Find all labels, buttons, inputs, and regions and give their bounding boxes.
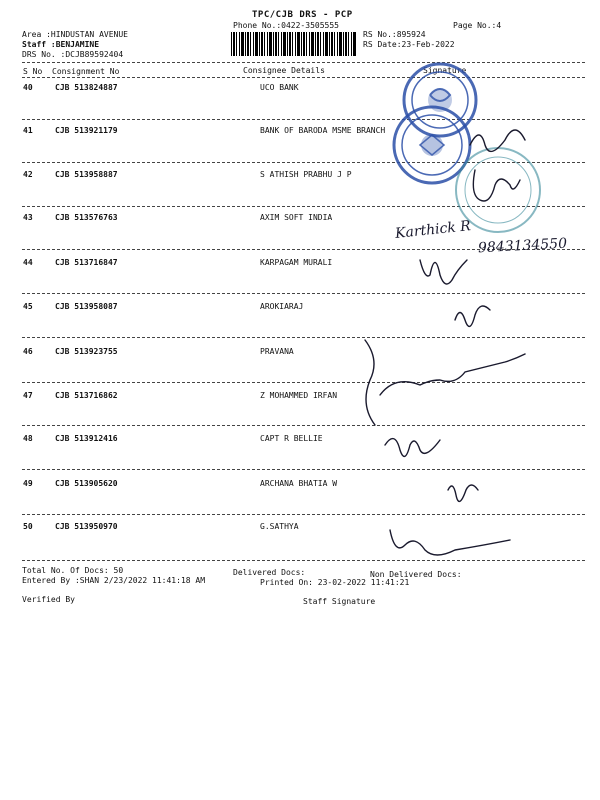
row-consignment: CJB 513950970	[55, 522, 118, 531]
rs-date: RS Date:23-Feb-2022	[363, 40, 455, 49]
row-consignment: CJB 513576763	[55, 213, 118, 222]
row-sno: 43	[23, 213, 33, 222]
row-consignee: Z MOHAMMED IRFAN	[260, 391, 338, 400]
row-consignment: CJB 513716847	[55, 258, 118, 267]
row-consignment: CJB 513921179	[55, 126, 118, 135]
entered-by: Entered By :SHAN 2/23/2022 11:41:18 AM	[22, 576, 206, 585]
row-consignee: BANK OF BARODA MSME BRANCH	[260, 126, 386, 135]
row-consignment: CJB 513912416	[55, 434, 118, 443]
row-consignee: G.SATHYA	[260, 522, 299, 531]
signature-50	[390, 530, 510, 555]
row-consignee: UCO BANK	[260, 83, 299, 92]
row-consignment: CJB 513716862	[55, 391, 118, 400]
handwritten-name: Karthick R	[394, 218, 472, 242]
col-consignee: Consignee Details	[243, 66, 325, 75]
signature-41	[470, 130, 525, 151]
row-sno: 48	[23, 434, 33, 443]
bracket-mark	[365, 340, 375, 425]
page-number: Page No.:4	[453, 21, 502, 30]
delivered-docs: Delivered Docs:	[233, 568, 306, 577]
total-docs: Total No. Of Docs: 50	[22, 566, 124, 575]
signature-48	[385, 439, 440, 457]
row-sno: 41	[23, 126, 33, 135]
row-sno: 45	[23, 302, 33, 311]
row-consignee: ARCHANA BHATIA W	[260, 479, 338, 488]
row-consignee: AXIM SOFT INDIA	[260, 213, 333, 222]
doc-title: TPC/CJB DRS - PCP	[252, 10, 353, 20]
row-sno: 50	[23, 522, 33, 531]
col-signature: Signature	[423, 66, 467, 75]
row-consignment: CJB 513824887	[55, 83, 118, 92]
row-sno: 49	[23, 479, 33, 488]
area: Area :HINDUSTAN AVENUE	[22, 30, 128, 39]
row-consignment: CJB 513958887	[55, 170, 118, 179]
row-consignment: CJB 513905620	[55, 479, 118, 488]
row-consignment: CJB 513958087	[55, 302, 118, 311]
row-sno: 42	[23, 170, 33, 179]
bank-of-baroda-stamp	[394, 107, 470, 183]
staff: Staff :BENJAMINE	[22, 40, 100, 49]
signature-42	[473, 170, 520, 201]
row-sno: 40	[23, 83, 33, 92]
signature-46-47	[380, 354, 525, 395]
rs-number: RS No.:895924	[363, 30, 426, 39]
row-consignee: AROKIARAJ	[260, 302, 304, 311]
handwritten-phone: 9843134550	[477, 235, 568, 257]
signature-49	[448, 485, 478, 501]
row-sno: 46	[23, 347, 33, 356]
row-consignee: S ATHISH PRABHU J P	[260, 170, 352, 179]
row-consignee: CAPT R BELLIE	[260, 434, 323, 443]
staff-signature: Staff Signature	[303, 597, 376, 606]
non-delivered-docs: Non Delivered Docs:	[370, 570, 462, 579]
row-sno: 44	[23, 258, 33, 267]
phone-number: Phone No.:0422-3505555	[233, 21, 339, 30]
row-consignee: KARPAGAM MURALI	[260, 258, 333, 267]
row-sno: 47	[23, 391, 33, 400]
row-consignment: CJB 513923755	[55, 347, 118, 356]
col-consignment: Consignment No	[52, 67, 120, 76]
signatures	[365, 130, 525, 555]
col-sno: S No	[23, 67, 43, 76]
signature-44	[420, 260, 467, 284]
signature-45	[455, 306, 490, 326]
verified-by: Verified By	[22, 595, 75, 604]
drs-number: DRS No. :DCJB89592404	[22, 50, 124, 59]
printed-on: Printed On: 23-02-2022 11:41:21	[260, 578, 410, 587]
row-consignee: PRAVANA	[260, 347, 294, 356]
